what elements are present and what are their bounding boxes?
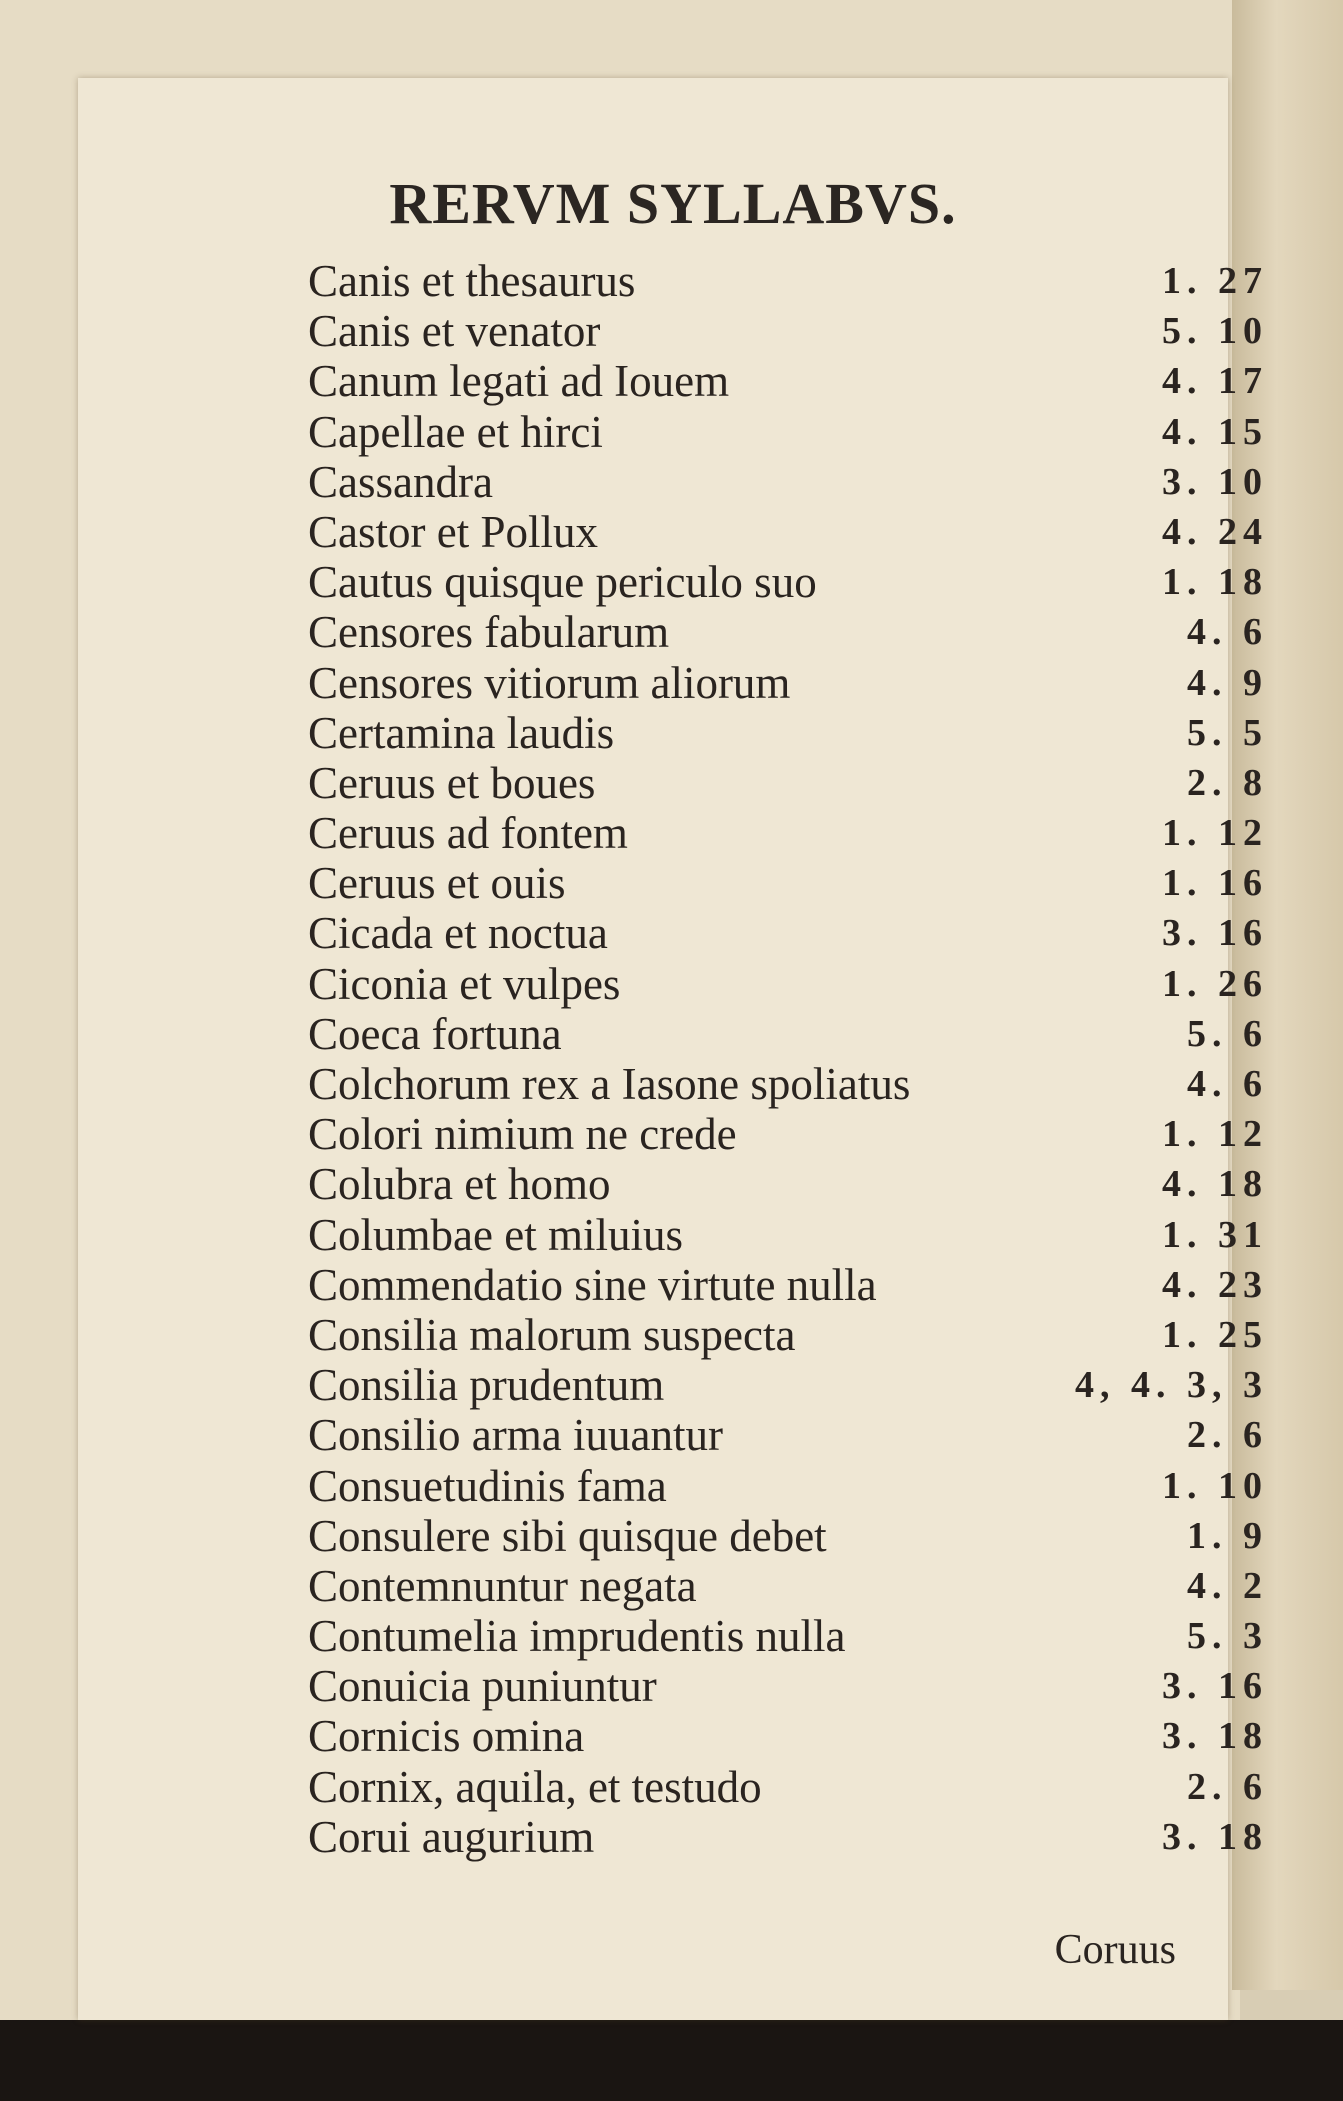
- index-entry: [308, 1461, 1268, 1511]
- entry-label: Cornicis omina: [308, 1711, 585, 1762]
- entry-reference: 1. 18: [1162, 561, 1268, 604]
- index-entry: [308, 306, 1268, 356]
- index-entry: [308, 959, 1268, 1009]
- index-page: [78, 78, 1268, 2020]
- entry-label: Colubra et homo: [308, 1159, 611, 1210]
- entry-label: Consilio arma iuuantur: [308, 1410, 723, 1461]
- catchword: Coruus: [1054, 1927, 1176, 1973]
- entry-label: Ceruus et boues: [308, 757, 596, 808]
- index-entry: [308, 808, 1268, 858]
- entry-reference: 4. 9: [1187, 661, 1268, 704]
- index-entry-list: [308, 256, 1268, 1862]
- index-entry: [308, 356, 1268, 406]
- entry-reference: 3. 16: [1162, 1665, 1268, 1708]
- index-entry: [308, 457, 1268, 507]
- index-entry: [308, 407, 1268, 457]
- entry-label: Censores fabularum: [308, 607, 670, 658]
- entry-reference: 1. 10: [1162, 1464, 1268, 1507]
- entry-label: Canis et venator: [308, 306, 601, 357]
- index-entry: [308, 1059, 1268, 1109]
- entry-label: Certamina laudis: [308, 707, 615, 758]
- index-entry: [308, 1511, 1268, 1561]
- entry-reference: 5. 3: [1187, 1615, 1268, 1658]
- entry-label: Consuetudinis fama: [308, 1460, 667, 1511]
- entry-reference: 1. 27: [1162, 260, 1268, 302]
- entry-label: Capellae et hirci: [308, 406, 603, 457]
- entry-label: Cornix, aquila, et testudo: [308, 1761, 762, 1812]
- index-entry: [308, 1812, 1268, 1862]
- entry-reference: 2. 6: [1187, 1414, 1268, 1457]
- entry-reference: 4. 2: [1187, 1564, 1268, 1607]
- entry-reference: 3. 18: [1162, 1815, 1268, 1858]
- index-entry: [308, 1711, 1268, 1761]
- entry-label: Castor et Pollux: [308, 506, 598, 557]
- entry-reference: 4. 23: [1162, 1263, 1268, 1306]
- entry-label: Canum legati ad Iouem: [308, 356, 730, 407]
- entry-label: Cassandra: [308, 456, 493, 507]
- entry-reference: 1. 9: [1187, 1514, 1268, 1557]
- index-entry: [308, 607, 1268, 657]
- entry-reference: 4. 18: [1162, 1163, 1268, 1206]
- index-entry: [308, 256, 1268, 306]
- entry-label: Cautus quisque periculo suo: [308, 557, 817, 608]
- index-entry: [308, 557, 1268, 607]
- index-entry: [308, 1159, 1268, 1209]
- entry-reference: 4. 17: [1162, 360, 1268, 403]
- index-entry: [308, 1210, 1268, 1260]
- entry-label: Cicada et noctua: [308, 908, 608, 959]
- entry-label: Censores vitiorum aliorum: [308, 657, 791, 708]
- entry-reference: 1. 25: [1162, 1313, 1268, 1356]
- entry-reference: 5. 5: [1187, 711, 1268, 754]
- entry-reference: 1. 12: [1162, 1113, 1268, 1156]
- index-entry: [308, 658, 1268, 708]
- index-entry: [308, 1611, 1268, 1661]
- index-entry: [308, 507, 1268, 557]
- entry-reference: 3. 10: [1162, 460, 1268, 503]
- entry-label: Commendatio sine virtute nulla: [308, 1259, 877, 1310]
- entry-reference: 4. 6: [1187, 611, 1268, 654]
- entry-reference: 1. 16: [1162, 862, 1268, 905]
- entry-label: Colori nimium ne crede: [308, 1109, 737, 1160]
- entry-label: Ciconia et vulpes: [308, 958, 621, 1009]
- index-entry: [308, 908, 1268, 958]
- entry-reference: 4. 6: [1187, 1063, 1268, 1105]
- index-entry: [308, 1410, 1268, 1460]
- index-entry: [308, 1661, 1268, 1711]
- entry-label: Ceruus et ouis: [308, 858, 566, 909]
- entry-reference: 4, 4. 3, 3: [1075, 1364, 1268, 1407]
- index-entry: [308, 858, 1268, 908]
- entry-reference: 5. 10: [1162, 310, 1268, 353]
- index-entry: [308, 1360, 1268, 1410]
- entry-label: Ceruus ad fontem: [308, 808, 628, 859]
- entry-reference: 4. 15: [1162, 410, 1268, 453]
- index-entry: [308, 1260, 1268, 1310]
- entry-label: Consilia malorum suspecta: [308, 1309, 796, 1360]
- entry-reference: 2. 8: [1187, 761, 1268, 804]
- background-strip: [0, 2020, 1343, 2101]
- entry-label: Contumelia imprudentis nulla: [308, 1611, 846, 1662]
- entry-reference: 3. 18: [1162, 1715, 1268, 1758]
- index-entry: [308, 1561, 1268, 1611]
- entry-label: Consulere sibi quisque debet: [308, 1510, 827, 1561]
- entry-label: Colchorum rex a Iasone spoliatus: [308, 1059, 911, 1109]
- index-entry: [308, 1310, 1268, 1360]
- entry-reference: 1. 31: [1162, 1213, 1268, 1256]
- page-title: RERVM SYLLABVS.: [389, 171, 957, 236]
- entry-label: Contemnuntur negata: [308, 1560, 697, 1611]
- entry-label: Canis et thesaurus: [308, 256, 636, 306]
- index-entry: [308, 1762, 1268, 1812]
- entry-label: Conuicia puniuntur: [308, 1661, 657, 1712]
- entry-reference: 2. 6: [1187, 1765, 1268, 1808]
- index-entry: [308, 708, 1268, 758]
- index-entry: [308, 758, 1268, 808]
- entry-reference: 4. 24: [1162, 510, 1268, 553]
- entry-reference: 1. 26: [1162, 962, 1268, 1005]
- index-entry: [308, 1109, 1268, 1159]
- entry-reference: 1. 12: [1162, 812, 1268, 855]
- entry-label: Coeca fortuna: [308, 1008, 562, 1059]
- entry-label: Columbae et miluius: [308, 1209, 683, 1260]
- entry-label: Corui augurium: [308, 1811, 595, 1862]
- entry-label: Consilia prudentum: [308, 1360, 665, 1411]
- index-entry: [308, 1009, 1268, 1059]
- entry-reference: 5. 6: [1187, 1012, 1268, 1055]
- entry-reference: 3. 16: [1162, 912, 1268, 955]
